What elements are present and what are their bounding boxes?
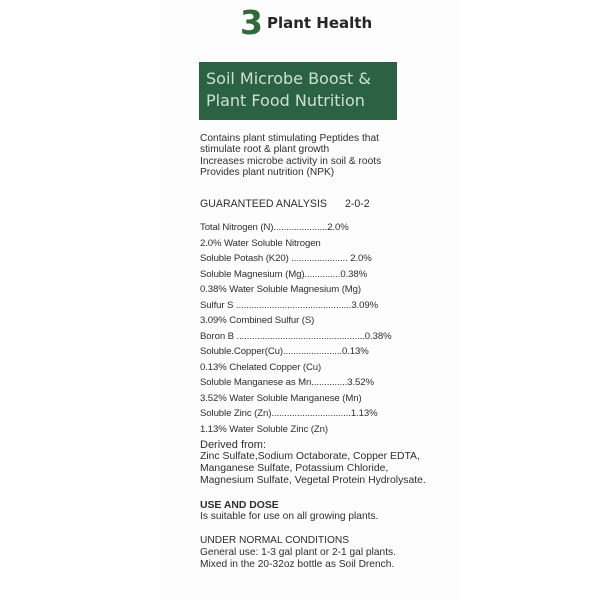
derived-from-line: Manganese Sulfate, Potassium Chloride, <box>200 463 389 475</box>
product-title-banner <box>199 62 397 120</box>
use-and-dose-text: Is suitable for use on all growing plants. <box>200 511 379 523</box>
brand-logo <box>240 3 373 42</box>
analysis-row: Soluble.Copper(Cu).......................0.13% <box>200 346 369 358</box>
label-content <box>200 133 450 571</box>
derived-from-line: Zinc Sulfate,Sodium Octaborate, Copper EDTA, <box>200 451 420 463</box>
brand-mark: 3 <box>240 3 263 42</box>
analysis-row: 0.38% Water Soluble Magnesium (Mg) <box>200 284 362 296</box>
analysis-row: 1.13% Water Soluble Zinc (Zn) <box>200 423 328 435</box>
intro-line: Contains plant stimulating Peptides that <box>200 133 379 144</box>
normal-conditions-block <box>200 535 450 571</box>
product-title-line-1: Soil Microbe Boost & <box>206 69 371 88</box>
use-and-dose-heading: USE AND DOSE <box>200 500 279 512</box>
derived-from-heading: Derived from: <box>200 439 267 452</box>
intro-block <box>200 133 450 179</box>
analysis-row: Soluble Zinc (Zn)...............................1.13% <box>200 408 378 420</box>
normal-conditions-line: General use: 1-3 gal plant or 2-1 gal plants. <box>200 546 396 558</box>
guaranteed-analysis-heading: GUARANTEED ANALYSIS <box>200 197 327 210</box>
derived-from-block <box>200 439 450 487</box>
normal-conditions-line: Mixed in the 20-32oz bottle as Soil Drench. <box>200 558 395 570</box>
intro-line: stimulate root & plant growth <box>200 144 330 156</box>
analysis-row: 3.52% Water Soluble Manganese (Mn) <box>200 392 362 404</box>
analysis-row: 2.0% Water Soluble Nitrogen <box>200 237 321 249</box>
derived-from-line: Magnesium Sulfate, Vegetal Protein Hydrolysate. <box>200 475 426 487</box>
analysis-row: Total Nitrogen (N).....................2.0% <box>200 222 349 234</box>
analysis-row: 0.13% Chelated Copper (Cu) <box>200 361 322 373</box>
analysis-row: Soluble Manganese as Mn..............3.52% <box>200 377 374 389</box>
product-title-line-2: Plant Food Nutrition <box>206 91 365 110</box>
analysis-row: 3.09% Combined Sulfur (S) <box>200 315 315 327</box>
analysis-list <box>200 220 450 437</box>
intro-line: Increases microbe activity in soil & roots <box>200 155 382 167</box>
brand-name: Plant Health <box>266 14 373 32</box>
analysis-row: Soluble Magnesium (Mg)..............0.38% <box>200 268 368 280</box>
analysis-row: Soluble Potash (K20) ...................... 2.0% <box>200 253 372 265</box>
normal-conditions-heading: UNDER NORMAL CONDITIONS <box>200 534 350 546</box>
intro-line: Provides plant nutrition (NPK) <box>200 167 335 179</box>
guaranteed-analysis-header <box>200 199 440 210</box>
analysis-row: Sulfur S .............................................3.09% <box>200 299 379 311</box>
npk-value: 2-0-2 <box>344 197 370 210</box>
analysis-row: Boron B ..................................................0.38% <box>200 330 392 342</box>
